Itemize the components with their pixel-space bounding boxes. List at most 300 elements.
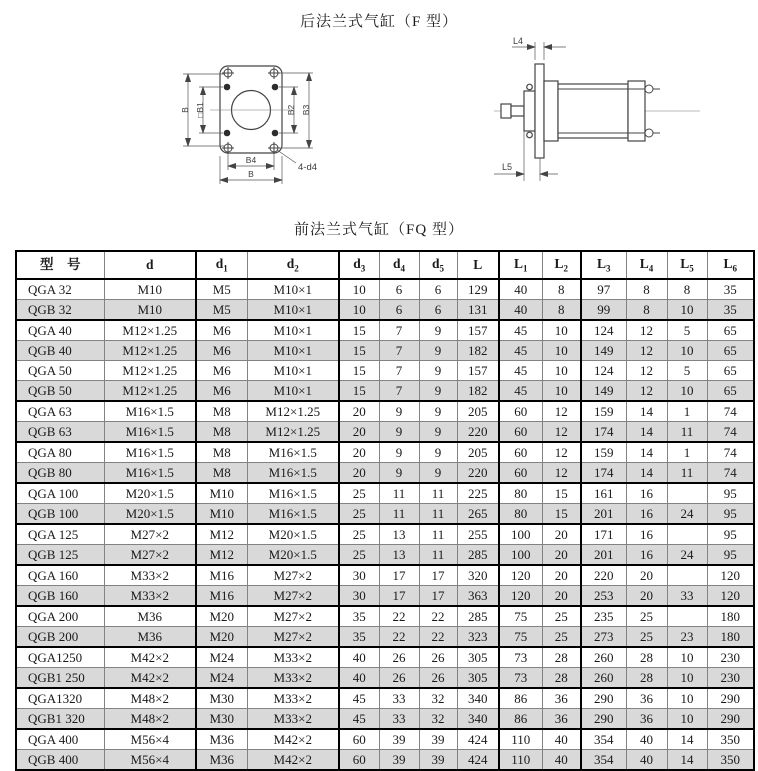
value-cell: 20 bbox=[339, 401, 379, 422]
value-cell: 60 bbox=[499, 463, 542, 484]
value-cell: 13 bbox=[379, 524, 419, 545]
column-header: $d_1$ bbox=[196, 251, 247, 279]
value-cell: M5 bbox=[196, 279, 247, 300]
value-cell: M10×1 bbox=[247, 381, 339, 402]
corner-hole-icon bbox=[222, 67, 280, 154]
value-cell: M16×1.5 bbox=[104, 442, 196, 463]
value-cell: M27×2 bbox=[247, 627, 339, 648]
table-row bbox=[16, 381, 754, 402]
value-cell: 16 bbox=[626, 524, 667, 545]
value-cell: 12 bbox=[542, 442, 581, 463]
label-b3: B3 bbox=[301, 104, 311, 116]
value-cell: 28 bbox=[626, 647, 667, 668]
value-cell: 131 bbox=[457, 300, 499, 321]
value-cell: 11 bbox=[419, 524, 457, 545]
value-cell: 13 bbox=[379, 545, 419, 566]
value-cell: 73 bbox=[499, 647, 542, 668]
value-cell: 26 bbox=[379, 668, 419, 689]
value-cell: 9 bbox=[419, 381, 457, 402]
value-cell: 32 bbox=[419, 709, 457, 730]
value-cell: 95 bbox=[707, 483, 754, 504]
value-cell: M12×1.25 bbox=[104, 361, 196, 381]
value-cell: 14 bbox=[667, 750, 707, 771]
value-cell: 39 bbox=[419, 750, 457, 771]
value-cell: 8 bbox=[626, 279, 667, 300]
value-cell bbox=[667, 565, 707, 586]
value-cell: 159 bbox=[581, 442, 626, 463]
value-cell: M10×1 bbox=[247, 320, 339, 341]
value-cell: 35 bbox=[339, 627, 379, 648]
label-b-left: B bbox=[180, 107, 190, 113]
value-cell: 30 bbox=[339, 586, 379, 607]
value-cell: 15 bbox=[542, 504, 581, 525]
value-cell: 100 bbox=[499, 524, 542, 545]
value-cell: M20×1.5 bbox=[247, 545, 339, 566]
value-cell: M36 bbox=[196, 750, 247, 771]
value-cell: 9 bbox=[419, 463, 457, 484]
model-cell: QGA 32 bbox=[16, 279, 104, 300]
value-cell: 11 bbox=[419, 504, 457, 525]
value-cell: 9 bbox=[419, 320, 457, 341]
value-cell: 340 bbox=[457, 709, 499, 730]
value-cell: 5 bbox=[667, 320, 707, 341]
table-row bbox=[16, 442, 754, 463]
value-cell: 24 bbox=[667, 504, 707, 525]
column-header: $L_1$ bbox=[499, 251, 542, 279]
value-cell: 12 bbox=[626, 341, 667, 361]
value-cell: 15 bbox=[542, 483, 581, 504]
port-icon bbox=[527, 132, 533, 138]
value-cell: 11 bbox=[379, 504, 419, 525]
table-row bbox=[16, 668, 754, 689]
column-header: d bbox=[104, 251, 196, 279]
value-cell: 74 bbox=[707, 442, 754, 463]
value-cell: 129 bbox=[457, 279, 499, 300]
value-cell: 20 bbox=[542, 524, 581, 545]
value-cell: M33×2 bbox=[247, 709, 339, 730]
value-cell: 201 bbox=[581, 545, 626, 566]
value-cell: 15 bbox=[339, 381, 379, 402]
value-cell: M33×2 bbox=[247, 647, 339, 668]
value-cell: 260 bbox=[581, 647, 626, 668]
value-cell: M10×1 bbox=[247, 300, 339, 321]
value-cell: M16 bbox=[196, 565, 247, 586]
column-header: $d_4$ bbox=[379, 251, 419, 279]
piston-rod bbox=[511, 106, 524, 116]
value-cell: 6 bbox=[419, 300, 457, 321]
value-cell: 320 bbox=[457, 565, 499, 586]
value-cell: 86 bbox=[499, 688, 542, 709]
value-cell: 255 bbox=[457, 524, 499, 545]
value-cell: 17 bbox=[419, 565, 457, 586]
value-cell: 157 bbox=[457, 320, 499, 341]
value-cell: M8 bbox=[196, 442, 247, 463]
value-cell: 26 bbox=[419, 668, 457, 689]
value-cell: 23 bbox=[667, 627, 707, 648]
value-cell: 6 bbox=[379, 279, 419, 300]
value-cell: M10×1 bbox=[247, 279, 339, 300]
value-cell: M33×2 bbox=[247, 668, 339, 689]
value-cell: 65 bbox=[707, 320, 754, 341]
value-cell: 8 bbox=[542, 279, 581, 300]
value-cell: 20 bbox=[339, 442, 379, 463]
value-cell: 290 bbox=[581, 688, 626, 709]
value-cell: 39 bbox=[419, 729, 457, 750]
value-cell: M6 bbox=[196, 341, 247, 361]
value-cell: 20 bbox=[542, 545, 581, 566]
value-cell: M10 bbox=[196, 504, 247, 525]
value-cell: 36 bbox=[626, 709, 667, 730]
value-cell: 174 bbox=[581, 422, 626, 443]
table-row bbox=[16, 279, 754, 300]
value-cell: 15 bbox=[339, 361, 379, 381]
value-cell: 350 bbox=[707, 729, 754, 750]
model-cell: QGA 63 bbox=[16, 401, 104, 422]
value-cell: 9 bbox=[379, 401, 419, 422]
model-cell: QGB 63 bbox=[16, 422, 104, 443]
value-cell: M10×1 bbox=[247, 341, 339, 361]
front-flange bbox=[535, 64, 544, 158]
column-header: $d_5$ bbox=[419, 251, 457, 279]
value-cell: 8 bbox=[667, 279, 707, 300]
value-cell: 157 bbox=[457, 361, 499, 381]
value-cell: 39 bbox=[379, 729, 419, 750]
value-cell: M42×2 bbox=[104, 647, 196, 668]
value-cell: 11 bbox=[667, 422, 707, 443]
flange-plate bbox=[220, 66, 282, 153]
value-cell: M10 bbox=[104, 279, 196, 300]
value-cell: M16×1.5 bbox=[104, 401, 196, 422]
table-row bbox=[16, 729, 754, 750]
value-cell: 220 bbox=[457, 463, 499, 484]
value-cell: 9 bbox=[419, 422, 457, 443]
value-cell: 80 bbox=[499, 483, 542, 504]
value-cell: 95 bbox=[707, 504, 754, 525]
value-cell: 11 bbox=[419, 545, 457, 566]
value-cell: 10 bbox=[667, 647, 707, 668]
value-cell: 95 bbox=[707, 524, 754, 545]
value-cell: M16×1.5 bbox=[247, 483, 339, 504]
value-cell: 11 bbox=[419, 483, 457, 504]
value-cell: 45 bbox=[339, 688, 379, 709]
value-cell: 205 bbox=[457, 401, 499, 422]
table-body bbox=[16, 279, 754, 770]
value-cell: 16 bbox=[626, 504, 667, 525]
column-header: $L_3$ bbox=[581, 251, 626, 279]
value-cell: 74 bbox=[707, 463, 754, 484]
value-cell: 33 bbox=[379, 709, 419, 730]
model-cell: QGB1 320 bbox=[16, 709, 104, 730]
label-b-bottom: B bbox=[248, 169, 254, 179]
value-cell: 205 bbox=[457, 442, 499, 463]
value-cell: 16 bbox=[626, 545, 667, 566]
value-cell: 10 bbox=[667, 300, 707, 321]
value-cell: M12×1.25 bbox=[104, 381, 196, 402]
value-cell: 290 bbox=[707, 709, 754, 730]
value-cell: 220 bbox=[581, 565, 626, 586]
value-cell: 28 bbox=[542, 647, 581, 668]
value-cell: M10 bbox=[104, 300, 196, 321]
value-cell: 305 bbox=[457, 647, 499, 668]
value-cell: 45 bbox=[499, 320, 542, 341]
value-cell: 17 bbox=[419, 586, 457, 607]
value-cell: 24 bbox=[667, 545, 707, 566]
value-cell: 100 bbox=[499, 545, 542, 566]
value-cell: 33 bbox=[379, 688, 419, 709]
value-cell: M56×4 bbox=[104, 729, 196, 750]
value-cell: 36 bbox=[542, 709, 581, 730]
value-cell: M16×1.5 bbox=[247, 463, 339, 484]
value-cell: 25 bbox=[339, 483, 379, 504]
value-cell: 40 bbox=[499, 300, 542, 321]
value-cell: 230 bbox=[707, 647, 754, 668]
value-cell: 265 bbox=[457, 504, 499, 525]
value-cell: 40 bbox=[339, 668, 379, 689]
value-cell: 9 bbox=[419, 361, 457, 381]
table-title: 前法兰式气缸（FQ 型） bbox=[294, 222, 464, 238]
value-cell: 149 bbox=[581, 341, 626, 361]
label-l5: L5 bbox=[502, 162, 513, 172]
table-row bbox=[16, 483, 754, 504]
value-cell: M16×1.5 bbox=[247, 442, 339, 463]
value-cell: M36 bbox=[104, 627, 196, 648]
value-cell: 201 bbox=[581, 504, 626, 525]
value-cell: 75 bbox=[499, 606, 542, 627]
value-cell: 6 bbox=[419, 279, 457, 300]
value-cell: M12×1.25 bbox=[247, 401, 339, 422]
value-cell: 97 bbox=[581, 279, 626, 300]
model-cell: QGA 100 bbox=[16, 483, 104, 504]
value-cell: M20×1.5 bbox=[104, 483, 196, 504]
table-row bbox=[16, 545, 754, 566]
spec-table bbox=[15, 250, 755, 771]
value-cell: 15 bbox=[339, 320, 379, 341]
value-cell: 14 bbox=[626, 463, 667, 484]
value-cell: M24 bbox=[196, 668, 247, 689]
table-row bbox=[16, 565, 754, 586]
value-cell: M33×2 bbox=[104, 586, 196, 607]
table-row bbox=[16, 586, 754, 607]
value-cell: 182 bbox=[457, 381, 499, 402]
column-header: 型 号 bbox=[16, 251, 104, 279]
label-b2: B2 bbox=[286, 104, 296, 116]
value-cell: M42×2 bbox=[247, 729, 339, 750]
value-cell: 5 bbox=[667, 361, 707, 381]
value-cell: 80 bbox=[499, 504, 542, 525]
value-cell: M6 bbox=[196, 381, 247, 402]
model-cell: QGA 400 bbox=[16, 729, 104, 750]
value-cell: 220 bbox=[457, 422, 499, 443]
value-cell: 7 bbox=[379, 381, 419, 402]
value-cell: 40 bbox=[542, 729, 581, 750]
value-cell: 73 bbox=[499, 668, 542, 689]
value-cell: 10 bbox=[339, 279, 379, 300]
value-cell: 10 bbox=[542, 341, 581, 361]
value-cell: 22 bbox=[419, 606, 457, 627]
table-row bbox=[16, 320, 754, 341]
label-b1: □B1 bbox=[195, 102, 205, 118]
value-cell: 45 bbox=[499, 341, 542, 361]
value-cell: M56×4 bbox=[104, 750, 196, 771]
cylinder-tube bbox=[558, 84, 628, 138]
value-cell: 7 bbox=[379, 320, 419, 341]
value-cell: 60 bbox=[499, 442, 542, 463]
value-cell: 25 bbox=[339, 545, 379, 566]
value-cell: 10 bbox=[542, 361, 581, 381]
model-cell: QGA 200 bbox=[16, 606, 104, 627]
value-cell: 10 bbox=[667, 709, 707, 730]
value-cell: 60 bbox=[339, 750, 379, 771]
value-cell: 74 bbox=[707, 401, 754, 422]
table-row bbox=[16, 606, 754, 627]
model-cell: QGB 125 bbox=[16, 545, 104, 566]
value-cell: 350 bbox=[707, 750, 754, 771]
value-cell: 65 bbox=[707, 361, 754, 381]
value-cell: 36 bbox=[626, 688, 667, 709]
value-cell: M12×1.25 bbox=[104, 341, 196, 361]
value-cell: 12 bbox=[626, 381, 667, 402]
table-row bbox=[16, 341, 754, 361]
value-cell: 1 bbox=[667, 442, 707, 463]
value-cell: 25 bbox=[626, 606, 667, 627]
value-cell: M30 bbox=[196, 709, 247, 730]
value-cell: M10 bbox=[196, 483, 247, 504]
model-cell: QGA1320 bbox=[16, 688, 104, 709]
value-cell: 260 bbox=[581, 668, 626, 689]
value-cell: 10 bbox=[542, 381, 581, 402]
value-cell: 14 bbox=[626, 401, 667, 422]
table-row bbox=[16, 688, 754, 709]
model-cell: QGB 160 bbox=[16, 586, 104, 607]
value-cell: 20 bbox=[542, 565, 581, 586]
value-cell: 124 bbox=[581, 320, 626, 341]
label-b4: B4 bbox=[245, 155, 257, 165]
value-cell: 30 bbox=[339, 565, 379, 586]
value-cell: 35 bbox=[339, 606, 379, 627]
value-cell: 86 bbox=[499, 709, 542, 730]
value-cell: 424 bbox=[457, 729, 499, 750]
model-cell: QGB 40 bbox=[16, 341, 104, 361]
value-cell: M8 bbox=[196, 401, 247, 422]
model-cell: QGA1250 bbox=[16, 647, 104, 668]
value-cell: 17 bbox=[379, 586, 419, 607]
value-cell: 40 bbox=[626, 750, 667, 771]
label-4-d4: 4-d4 bbox=[298, 162, 318, 173]
value-cell: 9 bbox=[379, 463, 419, 484]
value-cell: 161 bbox=[581, 483, 626, 504]
value-cell: M8 bbox=[196, 422, 247, 443]
value-cell: 65 bbox=[707, 381, 754, 402]
value-cell: 16 bbox=[626, 483, 667, 504]
value-cell: 35 bbox=[707, 300, 754, 321]
value-cell: 60 bbox=[499, 401, 542, 422]
value-cell: 9 bbox=[379, 442, 419, 463]
value-cell: 124 bbox=[581, 361, 626, 381]
value-cell: 20 bbox=[626, 565, 667, 586]
value-cell: 25 bbox=[542, 606, 581, 627]
value-cell: M12×1.25 bbox=[247, 422, 339, 443]
column-header: L bbox=[457, 251, 499, 279]
value-cell: M16 bbox=[196, 586, 247, 607]
value-cell: 7 bbox=[379, 361, 419, 381]
column-header: $L_5$ bbox=[667, 251, 707, 279]
value-cell: M16×1.5 bbox=[247, 504, 339, 525]
value-cell: 9 bbox=[419, 341, 457, 361]
column-header: $L_2$ bbox=[542, 251, 581, 279]
model-cell: QGB 80 bbox=[16, 463, 104, 484]
value-cell: 1 bbox=[667, 401, 707, 422]
value-cell: 8 bbox=[542, 300, 581, 321]
value-cell: 10 bbox=[667, 668, 707, 689]
value-cell: 159 bbox=[581, 401, 626, 422]
value-cell: M42×2 bbox=[104, 668, 196, 689]
value-cell: M27×2 bbox=[104, 524, 196, 545]
value-cell: 8 bbox=[626, 300, 667, 321]
value-cell: 45 bbox=[499, 381, 542, 402]
page-title: 后法兰式气缸（F 型） bbox=[299, 14, 459, 30]
model-cell: QGA 40 bbox=[16, 320, 104, 341]
table-row bbox=[16, 422, 754, 443]
value-cell: 323 bbox=[457, 627, 499, 648]
value-cell: M33×2 bbox=[247, 688, 339, 709]
value-cell: 235 bbox=[581, 606, 626, 627]
value-cell bbox=[667, 524, 707, 545]
value-cell: 340 bbox=[457, 688, 499, 709]
value-cell: 22 bbox=[419, 627, 457, 648]
value-cell: 354 bbox=[581, 729, 626, 750]
value-cell: 60 bbox=[499, 422, 542, 443]
value-cell: 35 bbox=[707, 279, 754, 300]
value-cell: M30 bbox=[196, 688, 247, 709]
value-cell: M36 bbox=[196, 729, 247, 750]
table-row bbox=[16, 524, 754, 545]
value-cell: 110 bbox=[499, 729, 542, 750]
value-cell: 22 bbox=[379, 606, 419, 627]
value-cell: 75 bbox=[499, 627, 542, 648]
value-cell: M12 bbox=[196, 524, 247, 545]
column-header: $d_2$ bbox=[247, 251, 339, 279]
value-cell: M6 bbox=[196, 320, 247, 341]
value-cell: 17 bbox=[379, 565, 419, 586]
table-row bbox=[16, 627, 754, 648]
value-cell: M27×2 bbox=[247, 586, 339, 607]
value-cell: 180 bbox=[707, 606, 754, 627]
value-cell: 22 bbox=[379, 627, 419, 648]
table-row bbox=[16, 463, 754, 484]
value-cell: M48×2 bbox=[104, 688, 196, 709]
model-cell: QGB 400 bbox=[16, 750, 104, 771]
table-row bbox=[16, 709, 754, 730]
model-cell: QGB 32 bbox=[16, 300, 104, 321]
model-cell: QGB 100 bbox=[16, 504, 104, 525]
value-cell: 273 bbox=[581, 627, 626, 648]
value-cell: 363 bbox=[457, 586, 499, 607]
value-cell: M16×1.5 bbox=[104, 422, 196, 443]
mount-boss bbox=[524, 91, 535, 131]
port-icon bbox=[527, 84, 533, 90]
header-row bbox=[16, 251, 754, 279]
value-cell: 36 bbox=[542, 688, 581, 709]
value-cell: 33 bbox=[667, 586, 707, 607]
value-cell: 26 bbox=[419, 647, 457, 668]
value-cell: 39 bbox=[379, 750, 419, 771]
value-cell: 20 bbox=[542, 586, 581, 607]
value-cell: 285 bbox=[457, 545, 499, 566]
value-cell: 10 bbox=[542, 320, 581, 341]
value-cell: M10×1 bbox=[247, 361, 339, 381]
model-cell: QGB1 250 bbox=[16, 668, 104, 689]
table-row bbox=[16, 401, 754, 422]
